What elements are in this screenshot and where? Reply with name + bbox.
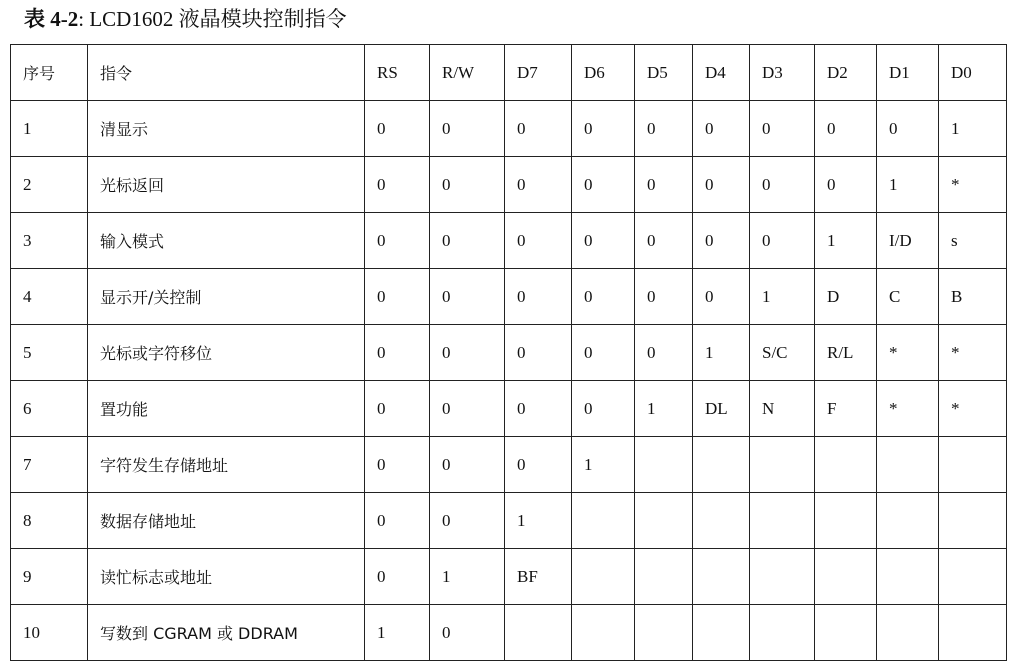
cell-d0	[939, 437, 1007, 493]
cell-d2: R/L	[815, 325, 877, 381]
table-row	[11, 213, 1007, 269]
cell-command: 写数到 CGRAM 或 DDRAM	[88, 605, 365, 661]
cell-rs: 0	[365, 269, 430, 325]
cell-d4: 0	[693, 269, 750, 325]
cell-d2: 0	[815, 101, 877, 157]
cell-d4: DL	[693, 381, 750, 437]
cell-index: 9	[11, 549, 88, 605]
lcd1602-command-table	[10, 44, 1007, 661]
cell-command: 清显示	[88, 101, 365, 157]
cell-d0: *	[939, 381, 1007, 437]
cell-rs: 0	[365, 549, 430, 605]
cell-d4	[693, 493, 750, 549]
cell-d7: 0	[505, 101, 572, 157]
cell-d1	[877, 605, 939, 661]
cell-rw: 0	[430, 101, 505, 157]
cell-d6	[572, 605, 635, 661]
header-cell-rs: RS	[365, 45, 430, 101]
cell-d7: 0	[505, 437, 572, 493]
cell-rw: 0	[430, 269, 505, 325]
cell-d0	[939, 605, 1007, 661]
table-row	[11, 101, 1007, 157]
cell-d6: 0	[572, 213, 635, 269]
cell-rw: 0	[430, 605, 505, 661]
cell-rs: 0	[365, 101, 430, 157]
header-cell-index: 序号	[11, 45, 88, 101]
cell-d6	[572, 549, 635, 605]
cell-d3	[750, 549, 815, 605]
cell-d3: S/C	[750, 325, 815, 381]
cell-d6: 0	[572, 269, 635, 325]
cell-d2: 1	[815, 213, 877, 269]
cell-d4: 0	[693, 157, 750, 213]
cell-d6: 1	[572, 437, 635, 493]
cell-index: 1	[11, 101, 88, 157]
cell-rw: 0	[430, 381, 505, 437]
cell-d0: 1	[939, 101, 1007, 157]
header-cell-d7: D7	[505, 45, 572, 101]
cell-command: 光标或字符移位	[88, 325, 365, 381]
cell-d0: *	[939, 157, 1007, 213]
cell-d7: 0	[505, 381, 572, 437]
cell-d3	[750, 605, 815, 661]
header-cell-d3: D3	[750, 45, 815, 101]
cell-d7: 0	[505, 269, 572, 325]
cell-d1: *	[877, 381, 939, 437]
table-header-row	[11, 45, 1007, 101]
cell-d1	[877, 437, 939, 493]
cell-d5	[635, 437, 693, 493]
cell-command: 光标返回	[88, 157, 365, 213]
cell-index: 2	[11, 157, 88, 213]
cell-rw: 0	[430, 157, 505, 213]
cell-d5: 0	[635, 269, 693, 325]
table-row	[11, 269, 1007, 325]
cell-d3: 0	[750, 101, 815, 157]
cell-d2	[815, 437, 877, 493]
cell-d4	[693, 605, 750, 661]
table-row	[11, 605, 1007, 661]
cell-d6: 0	[572, 101, 635, 157]
cell-d1: 1	[877, 157, 939, 213]
cell-index: 4	[11, 269, 88, 325]
cell-d2	[815, 549, 877, 605]
cell-rs: 0	[365, 325, 430, 381]
cell-d3: N	[750, 381, 815, 437]
cell-rw: 0	[430, 213, 505, 269]
cell-d3	[750, 493, 815, 549]
cell-d7: 1	[505, 493, 572, 549]
cell-rs: 0	[365, 157, 430, 213]
cell-index: 5	[11, 325, 88, 381]
cell-d2: 0	[815, 157, 877, 213]
header-cell-d1: D1	[877, 45, 939, 101]
table-row	[11, 437, 1007, 493]
cell-d5: 0	[635, 101, 693, 157]
cell-d6: 0	[572, 325, 635, 381]
header-cell-d6: D6	[572, 45, 635, 101]
cell-d4	[693, 437, 750, 493]
cell-index: 10	[11, 605, 88, 661]
caption-label: 表 4-2	[24, 7, 79, 31]
cell-d7: 0	[505, 157, 572, 213]
cell-rw: 0	[430, 437, 505, 493]
cell-command: 显示开/关控制	[88, 269, 365, 325]
cell-d0	[939, 549, 1007, 605]
cell-rw: 1	[430, 549, 505, 605]
cell-command: 读忙标志或地址	[88, 549, 365, 605]
cell-index: 6	[11, 381, 88, 437]
cell-rs: 0	[365, 493, 430, 549]
cell-rw: 0	[430, 325, 505, 381]
cell-d0: *	[939, 325, 1007, 381]
cell-d0	[939, 493, 1007, 549]
cell-rw: 0	[430, 493, 505, 549]
cell-d3: 0	[750, 157, 815, 213]
cell-d5: 0	[635, 325, 693, 381]
table-row	[11, 381, 1007, 437]
cell-d1: I/D	[877, 213, 939, 269]
cell-command: 输入模式	[88, 213, 365, 269]
caption-text: : LCD1602 液晶模块控制指令	[78, 7, 347, 31]
cell-d1	[877, 493, 939, 549]
header-cell-rw: R/W	[430, 45, 505, 101]
cell-d4: 0	[693, 101, 750, 157]
cell-d5: 0	[635, 213, 693, 269]
header-cell-command: 指令	[88, 45, 365, 101]
cell-d3: 1	[750, 269, 815, 325]
cell-d6: 0	[572, 157, 635, 213]
cell-d7: 0	[505, 213, 572, 269]
cell-index: 3	[11, 213, 88, 269]
cell-d6: 0	[572, 381, 635, 437]
header-cell-d2: D2	[815, 45, 877, 101]
cell-rs: 0	[365, 437, 430, 493]
cell-rs: 0	[365, 213, 430, 269]
table-row	[11, 549, 1007, 605]
header-cell-d4: D4	[693, 45, 750, 101]
cell-rs: 0	[365, 381, 430, 437]
cell-d7	[505, 605, 572, 661]
header-cell-d0: D0	[939, 45, 1007, 101]
cell-d5: 1	[635, 381, 693, 437]
cell-index: 8	[11, 493, 88, 549]
table-caption	[24, 4, 347, 34]
cell-rs: 1	[365, 605, 430, 661]
cell-d1: 0	[877, 101, 939, 157]
cell-d2	[815, 605, 877, 661]
cell-d5	[635, 605, 693, 661]
cell-d1	[877, 549, 939, 605]
cell-d1: C	[877, 269, 939, 325]
cell-command: 数据存储地址	[88, 493, 365, 549]
header-cell-d5: D5	[635, 45, 693, 101]
cell-d0: s	[939, 213, 1007, 269]
cell-command: 置功能	[88, 381, 365, 437]
cell-d2: D	[815, 269, 877, 325]
cell-d3	[750, 437, 815, 493]
cell-d4	[693, 549, 750, 605]
table-row	[11, 325, 1007, 381]
cell-index: 7	[11, 437, 88, 493]
cell-d1: *	[877, 325, 939, 381]
table-row	[11, 493, 1007, 549]
cell-d4: 1	[693, 325, 750, 381]
cell-d6	[572, 493, 635, 549]
cell-d3: 0	[750, 213, 815, 269]
cell-d7: 0	[505, 325, 572, 381]
cell-d4: 0	[693, 213, 750, 269]
cell-d7: BF	[505, 549, 572, 605]
cell-d2: F	[815, 381, 877, 437]
cell-d5	[635, 493, 693, 549]
cell-d5	[635, 549, 693, 605]
cell-d2	[815, 493, 877, 549]
cell-d0: B	[939, 269, 1007, 325]
cell-command: 字符发生存储地址	[88, 437, 365, 493]
table-row	[11, 157, 1007, 213]
cell-d5: 0	[635, 157, 693, 213]
